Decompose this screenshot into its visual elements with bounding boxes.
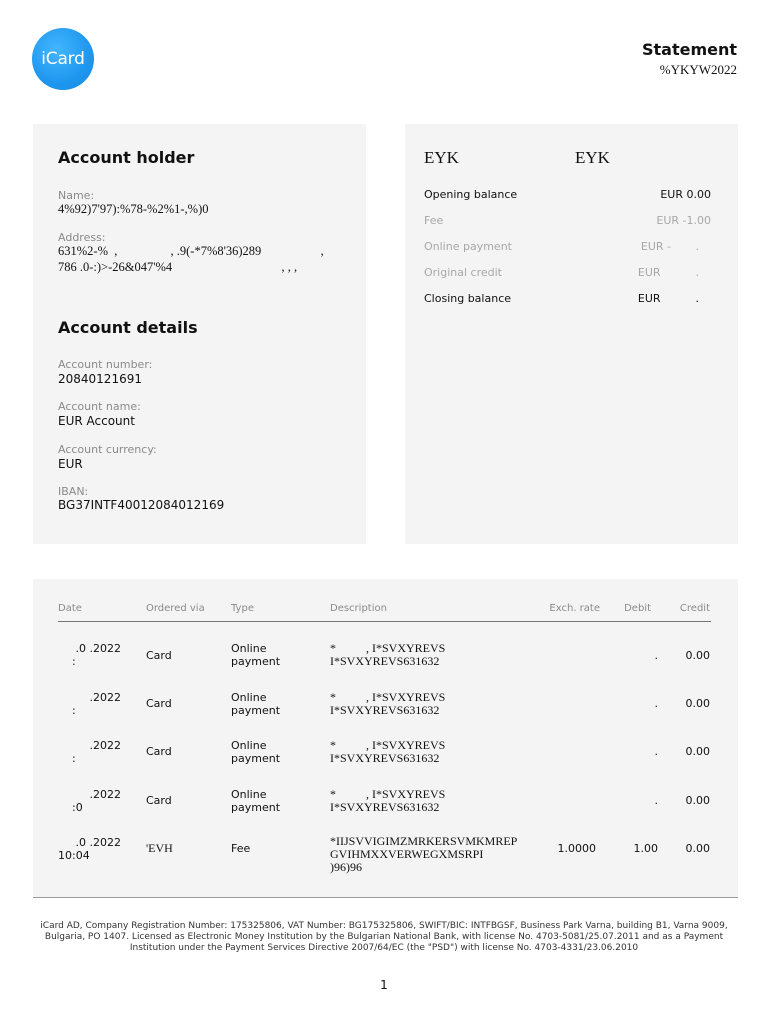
row-type-line-2: payment bbox=[231, 801, 281, 814]
balance-label: Closing balance bbox=[424, 292, 512, 305]
balance-label: Fee bbox=[424, 214, 444, 227]
row-description-line-3: )96)96 bbox=[330, 860, 362, 874]
row-description-line-1: *IIJSVVIGIMZMRKERSVMKMREP bbox=[330, 834, 518, 848]
row-type-line-1: Fee bbox=[231, 842, 251, 855]
row-type-line-2: payment bbox=[231, 704, 281, 717]
row-type-line-1: Online bbox=[231, 691, 267, 704]
account-currency-label: Account currency: bbox=[58, 443, 157, 456]
name-label: Name: bbox=[58, 189, 95, 202]
row-description-line-2: GVIHMXXVERWEGXMSRPI bbox=[330, 847, 484, 861]
balance-label: Original credit bbox=[424, 266, 502, 279]
iban-label: IBAN: bbox=[58, 485, 89, 498]
row-date: .2022 bbox=[89, 739, 121, 752]
balance-header-left: EYK bbox=[424, 148, 459, 167]
address-line-1: 631%2-% , , .9(-*7%8'36)289 , bbox=[58, 244, 324, 258]
row-debit: . bbox=[654, 794, 658, 807]
balance-row-closing bbox=[424, 292, 711, 308]
balance-label: Opening balance bbox=[424, 188, 518, 201]
statement-title: Statement bbox=[641, 40, 737, 59]
col-header-exch-rate: Exch. rate bbox=[549, 603, 600, 614]
col-header-date: Date bbox=[58, 603, 82, 614]
row-date: .0 .2022 bbox=[75, 642, 121, 655]
row-description-line-1: * , I*SVXYREVS bbox=[330, 641, 446, 655]
row-type-line-1: Online bbox=[231, 788, 267, 801]
row-time: : bbox=[72, 704, 76, 717]
balance-row-original-credit bbox=[424, 266, 711, 282]
row-time: 10:04 bbox=[58, 849, 90, 862]
col-header-debit: Debit bbox=[624, 603, 651, 614]
col-header-type: Type bbox=[231, 603, 254, 614]
row-exch-rate: 1.0000 bbox=[557, 842, 596, 855]
balance-row-fee bbox=[424, 214, 711, 230]
row-description-line-1: * , I*SVXYREVS bbox=[330, 690, 446, 704]
account-holder-title: Account holder bbox=[58, 148, 195, 167]
row-date: .2022 bbox=[89, 788, 121, 801]
row-debit: 1.00 bbox=[633, 842, 658, 855]
row-credit: 0.00 bbox=[685, 794, 710, 807]
balance-row-opening bbox=[424, 188, 711, 204]
logo-text: iCard bbox=[41, 49, 85, 69]
account-name-label: Account name: bbox=[58, 400, 141, 413]
balance-value: EUR - . bbox=[640, 240, 699, 253]
legal-footer: iCard AD, Company Registration Number: 175325806, VAT Number: BG175325806, SWIFT/BIC: INTFBGSF, Business Park Varna, building B1, Varna 9009, Bulgaria, PO 1407. Licensed as Electronic Money Institution by the Bulgarian National Bank, with license No. 4703-5081/25.07.2011 and as a Payment Institution under the Payment Services Directive 2007/64/EC (the "PSD") with license No. 4703-4331/23.06.2010 bbox=[40, 921, 728, 953]
col-header-ordered-via: Ordered via bbox=[146, 603, 205, 614]
row-credit: 0.00 bbox=[685, 697, 710, 710]
row-time: : bbox=[72, 752, 76, 765]
row-date: .0 .2022 bbox=[75, 836, 121, 849]
account-number-value: 20840121691 bbox=[58, 372, 142, 386]
balance-value: EUR -1.00 bbox=[656, 214, 711, 227]
account-panel bbox=[33, 124, 366, 544]
row-time: :0 bbox=[72, 801, 83, 814]
col-header-credit: Credit bbox=[679, 603, 710, 614]
row-description-line-1: * , I*SVXYREVS bbox=[330, 738, 446, 752]
balance-value: EUR 0.00 bbox=[660, 188, 711, 201]
row-ordered-via: Card bbox=[146, 649, 172, 662]
iban-value: BG37INTF40012084012169 bbox=[58, 498, 225, 512]
row-description-line-2: I*SVXYREVS631632 bbox=[330, 654, 440, 668]
account-name-value: EUR Account bbox=[58, 414, 135, 428]
header-divider bbox=[58, 621, 711, 622]
row-description-line-2: I*SVXYREVS631632 bbox=[330, 800, 440, 814]
row-ordered-via: Card bbox=[146, 794, 172, 807]
balance-value: EUR . bbox=[637, 266, 699, 279]
row-debit: . bbox=[654, 697, 658, 710]
address-line-2: 786 .0-:)>-26&047'%4 , , , bbox=[58, 260, 298, 274]
row-description-line-2: I*SVXYREVS631632 bbox=[330, 703, 440, 717]
row-ordered-via: 'EVH bbox=[146, 841, 173, 855]
statement-date: %YKYW2022 bbox=[659, 62, 737, 77]
row-ordered-via: Card bbox=[146, 697, 172, 710]
page-number: 1 bbox=[380, 978, 388, 992]
row-credit: 0.00 bbox=[685, 745, 710, 758]
account-currency-value: EUR bbox=[58, 457, 83, 471]
row-ordered-via: Card bbox=[146, 745, 172, 758]
balance-header-right: EYK bbox=[575, 148, 610, 167]
balance-panel bbox=[405, 124, 738, 544]
row-credit: 0.00 bbox=[685, 842, 710, 855]
row-date: .2022 bbox=[89, 691, 121, 704]
row-type-line-2: payment bbox=[231, 655, 281, 668]
row-debit: . bbox=[654, 649, 658, 662]
row-description-line-2: I*SVXYREVS631632 bbox=[330, 751, 440, 765]
balance-label: Online payment bbox=[424, 240, 512, 253]
row-debit: . bbox=[654, 745, 658, 758]
transactions-table bbox=[33, 579, 738, 898]
account-details-title: Account details bbox=[58, 318, 198, 337]
account-number-label: Account number: bbox=[58, 358, 153, 371]
col-header-description: Description bbox=[330, 603, 387, 614]
row-type-line-1: Online bbox=[231, 642, 267, 655]
row-description-line-1: * , I*SVXYREVS bbox=[330, 787, 446, 801]
row-type-line-2: payment bbox=[231, 752, 281, 765]
balance-row-online-payment bbox=[424, 240, 711, 256]
balance-value: EUR . bbox=[637, 292, 699, 305]
address-label: Address: bbox=[58, 231, 106, 244]
icard-logo bbox=[32, 28, 94, 90]
row-type-line-1: Online bbox=[231, 739, 267, 752]
row-time: : bbox=[72, 655, 76, 668]
name-value: 4%92)7'97):%78-%2%1-,%)0 bbox=[58, 202, 209, 216]
row-credit: 0.00 bbox=[685, 649, 710, 662]
